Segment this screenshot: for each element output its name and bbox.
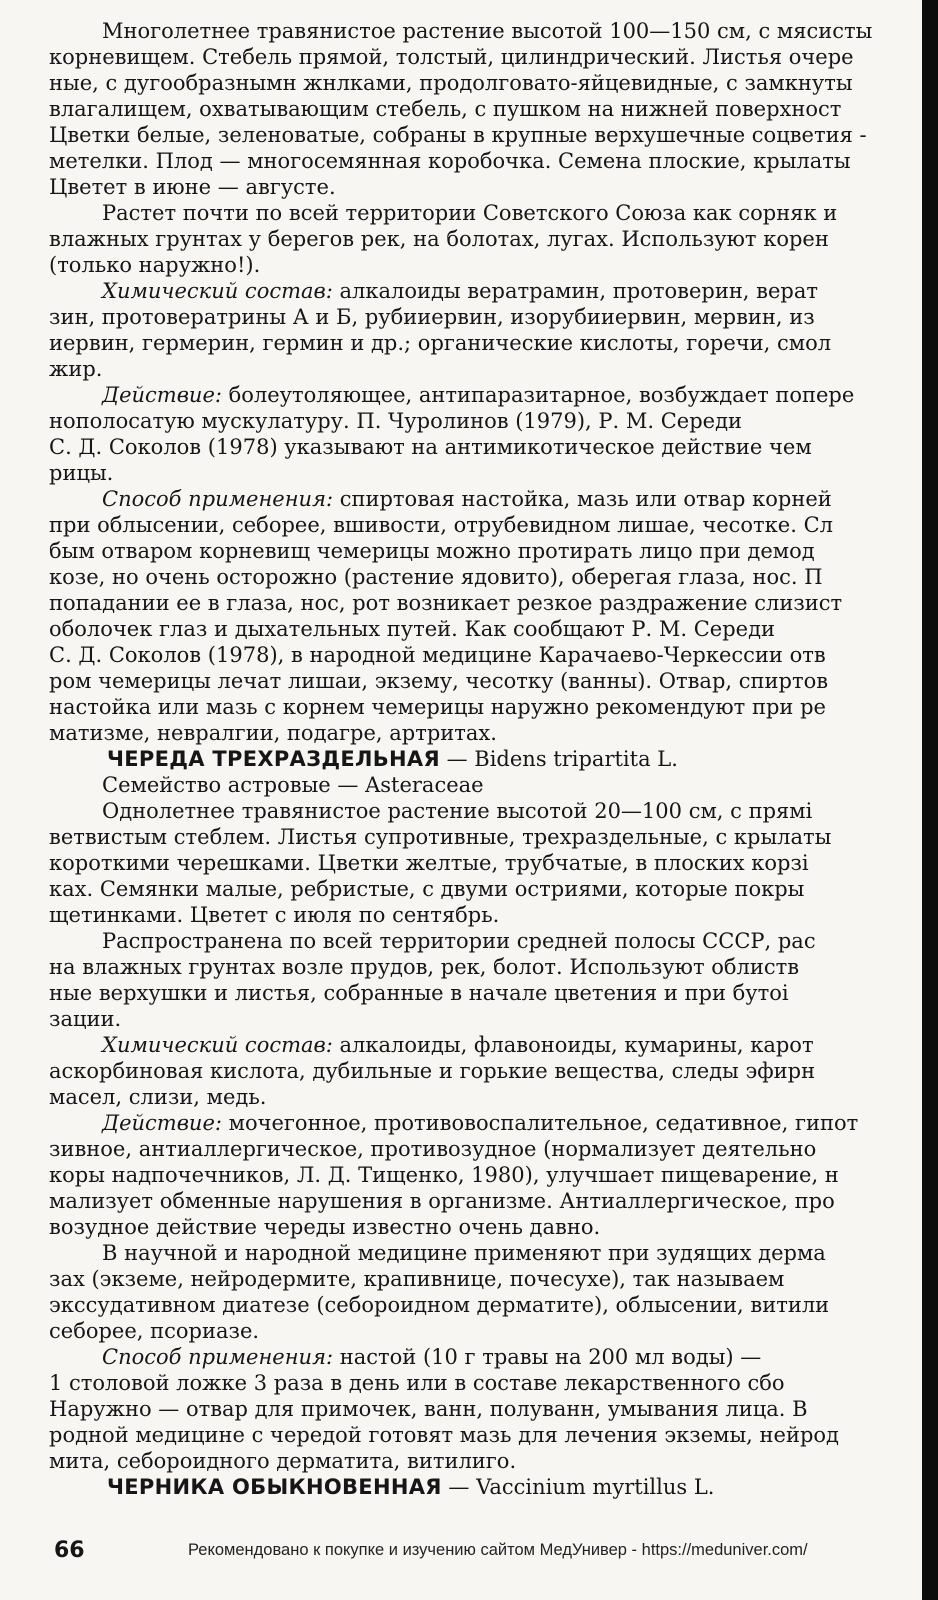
text-line	[49, 902, 938, 928]
text-line	[49, 174, 938, 200]
line-text: матизме, невралгии, подагре, артритах.	[49, 721, 497, 745]
text-line	[49, 460, 938, 486]
line-text: жир.	[49, 357, 103, 381]
text-line	[49, 1422, 938, 1448]
text-line	[49, 772, 938, 798]
line-text: ные верхушки и листья, собранные в начале цветения и при бутоі	[49, 981, 789, 1005]
text-line	[49, 1214, 938, 1240]
line-text: влагалищем, охватывающим стебель, с пушком на нижней поверхност	[49, 97, 842, 121]
species-heading: ЧЕРНИКА ОБЫКНОВЕННАЯ	[107, 1475, 442, 1499]
text-line	[49, 824, 938, 850]
text-line	[49, 1370, 938, 1396]
line-text: Семейство астровые — Asteraceae	[102, 773, 484, 797]
line-text: настойка или мазь с корнем чемерицы наружно рекомендуют при ре	[49, 695, 826, 719]
line-text: алкалоиды, флавоноиды, кумарины, карот	[332, 1033, 814, 1057]
text-line	[49, 122, 938, 148]
footer-note: Рекомендовано к покупке и изучению сайтом МедУнивер - https://meduniver.com/	[188, 1541, 808, 1559]
line-text: ром чемерицы лечат лишаи, экзему, чесотку (ванны). Отвар, спиртов	[49, 669, 829, 693]
line-text: на влажных грунтах возле прудов, рек, болот. Используют облиств	[49, 955, 800, 979]
line-text: щетинками. Цветет с июля по сентябрь.	[49, 903, 500, 927]
line-text: — Vaccinium myrtillus L.	[441, 1475, 715, 1499]
text-line	[49, 18, 938, 44]
text-line	[49, 538, 938, 564]
text-line	[49, 512, 938, 538]
text-line	[49, 200, 938, 226]
line-text: экссудативном диатезе (себороидном дерматите), облысении, витили	[49, 1293, 830, 1317]
text-line	[49, 252, 938, 278]
text-line	[49, 330, 938, 356]
text-line	[49, 980, 938, 1006]
line-text: родной медицине с чередой готовят мазь для лечения экземы, нейрод	[49, 1423, 839, 1447]
text-line	[49, 304, 938, 330]
text-line	[49, 1110, 938, 1136]
line-text: масел, слизи, медь.	[49, 1085, 267, 1109]
text-line	[49, 1396, 938, 1422]
text-line	[49, 1006, 938, 1032]
line-text: мочегонное, противовоспалительное, седативное, гипот	[221, 1111, 859, 1135]
line-text: Многолетнее травянистое растение высотой 100—150 см, с мясисты	[102, 19, 873, 43]
text-line	[49, 1292, 938, 1318]
line-text: Наружно — отвар для примочек, ванн, полуванн, умывания лица. В	[49, 1397, 808, 1421]
text-line	[49, 1318, 938, 1344]
line-text: мализует обменные нарушения в организме. Антиаллергическое, про	[49, 1189, 835, 1213]
line-text: (только наружно!).	[49, 253, 261, 277]
line-text: попадании ее в глаза, нос, рот возникает резкое раздражение слизист	[49, 591, 843, 615]
line-text: метелки. Плод — многосемянная коробочка. Семена плоские, крылаты	[49, 149, 851, 173]
line-text: ках. Семянки малые, ребристые, с двуми остриями, которые покры	[49, 877, 805, 901]
text-line	[49, 382, 938, 408]
line-text: В научной и народной медицине применяют при зудящих дерма	[102, 1241, 826, 1265]
line-text: аскорбиновая кислота, дубильные и горькие вещества, следы эфирн	[49, 1059, 816, 1083]
text-line	[49, 642, 938, 668]
line-text: возудное действие череды известно очень давно.	[49, 1215, 601, 1239]
text-line	[49, 694, 938, 720]
line-text: нополосатую мускулатуру. П. Чуролинов (1979), Р. М. Середи	[49, 409, 743, 433]
text-line	[49, 616, 938, 642]
line-text: иервин, гермерин, гермин и др.; органические кислоты, горечи, смол	[49, 331, 832, 355]
text-line	[49, 928, 938, 954]
line-text: коры надпочечников, Л. Д. Тищенко, 1980), улучшает пищеварение, н	[49, 1163, 839, 1187]
line-text: ветвистым стеблем. Листья супротивные, трехраздельные, с крылаты	[49, 825, 832, 849]
line-text: влажных грунтах у берегов рек, на болотах, лугах. Используют корен	[49, 227, 829, 251]
text-line	[49, 1448, 938, 1474]
text-line	[49, 590, 938, 616]
text-line	[49, 486, 938, 512]
text-line	[49, 226, 938, 252]
text-line	[49, 798, 938, 824]
line-text: алкалоиды вератрамин, протоверин, верат	[332, 279, 818, 303]
text-line	[49, 70, 938, 96]
text-line	[49, 1084, 938, 1110]
text-line	[49, 850, 938, 876]
line-text: Растет почти по всей территории Советского Союза как сорняк и	[102, 201, 838, 225]
line-text: 1 столовой ложке 3 раза в день или в составе лекарственного сбо	[49, 1371, 785, 1395]
text-line	[49, 44, 938, 70]
text-line	[49, 1188, 938, 1214]
text-line	[49, 408, 938, 434]
text-line	[49, 356, 938, 382]
text-line	[49, 1032, 938, 1058]
text-line	[49, 564, 938, 590]
text-line	[49, 1058, 938, 1084]
text-line	[49, 1162, 938, 1188]
line-text: при облысении, себорее, вшивости, отрубевидном лишае, чесотке. Сл	[49, 513, 833, 537]
text-line	[49, 148, 938, 174]
line-text: зации.	[49, 1007, 122, 1031]
line-text: корневищем. Стебель прямой, толстый, цилиндрический. Листья очере	[49, 45, 854, 69]
line-text: С. Д. Соколов (1978) указывают на антимикотическое действие чем	[49, 435, 812, 459]
subsection-label: Химический состав:	[102, 279, 333, 303]
subsection-label: Способ применения:	[102, 1345, 334, 1369]
line-text: ные, с дугообразнымн жнлками, продолговато-яйцевидные, с замкнуты	[49, 71, 853, 95]
text-line	[49, 1136, 938, 1162]
text-column	[49, 18, 938, 1500]
text-line	[49, 434, 938, 460]
section-heading-line	[49, 746, 938, 772]
line-text: спиртовая настойка, мазь или отвар корней	[333, 487, 832, 511]
text-line	[49, 954, 938, 980]
text-line	[49, 720, 938, 746]
text-line	[49, 1266, 938, 1292]
text-line	[49, 876, 938, 902]
species-heading: ЧЕРЕДА ТРЕХРАЗДЕЛЬНАЯ	[107, 747, 440, 771]
line-text: настой (10 г травы на 200 мл воды) —	[333, 1345, 762, 1369]
line-text: козе, но очень осторожно (растение ядовито), оберегая глаза, нос. П	[49, 565, 823, 589]
line-text: короткими черешками. Цветки желтые, трубчатые, в плоских корзі	[49, 851, 809, 875]
line-text: зивное, антиаллергическое, противозудное (нормализует деятельно	[49, 1137, 817, 1161]
text-line	[49, 1240, 938, 1266]
text-line	[49, 278, 938, 304]
subsection-label: Химический состав:	[102, 1033, 333, 1057]
subsection-label: Действие:	[102, 1111, 222, 1135]
line-text: Однолетнее травянистое растение высотой 20—100 см, с прямі	[102, 799, 813, 823]
line-text: болеутоляющее, антипаразитарное, возбуждает попере	[221, 383, 855, 407]
line-text: Цветет в июне — августе.	[49, 175, 336, 199]
subsection-label: Способ применения:	[102, 487, 334, 511]
subsection-label: Действие:	[102, 383, 222, 407]
page-number: 66	[54, 1538, 85, 1563]
scan-edge-shadow	[922, 0, 938, 1600]
line-text: — Bidens tripartita L.	[439, 747, 678, 771]
line-text: Распространена по всей территории средней полосы СССР, рас	[102, 929, 816, 953]
text-line	[49, 1344, 938, 1370]
text-line	[49, 668, 938, 694]
section-heading-line	[49, 1474, 938, 1500]
line-text: мита, себороидного дерматита, витилиго.	[49, 1449, 517, 1473]
line-text: бым отваром корневищ чемерицы можно протирать лицо при демод	[49, 539, 815, 563]
line-text: себорее, псориазе.	[49, 1319, 260, 1343]
line-text: С. Д. Соколов (1978), в народной медицине Карачаево-Черкессии отв	[49, 643, 826, 667]
text-line	[49, 96, 938, 122]
line-text: зах (экземе, нейродермите, крапивнице, почесухе), так называем	[49, 1267, 785, 1291]
line-text: оболочек глаз и дыхательных путей. Как сообщают Р. М. Середи	[49, 617, 775, 641]
line-text: Цветки белые, зеленоватые, собраны в крупные верхушечные соцветия -	[49, 123, 867, 147]
line-text: зин, протовератрины А и Б, рубииервин, изорубииервин, мервин, из	[49, 305, 815, 329]
line-text: рицы.	[49, 461, 114, 485]
